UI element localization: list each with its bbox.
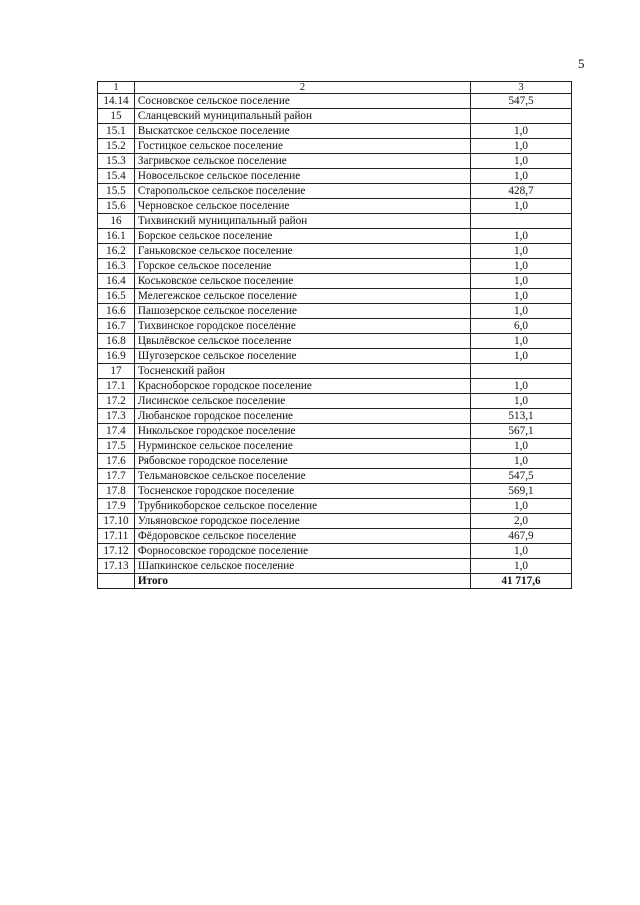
row-name: Пашозерское сельское поселение [134,304,470,319]
row-name: Рябовское городское поселение [134,454,470,469]
row-number: 17.5 [98,439,135,454]
row-name: Шугозерское сельское поселение [134,349,470,364]
row-name: Никольское городское поселение [134,424,470,439]
row-value: 428,7 [471,184,572,199]
row-number: 16.3 [98,259,135,274]
row-value: 1,0 [471,199,572,214]
row-value: 1,0 [471,289,572,304]
table-row [98,334,572,349]
row-value: 567,1 [471,424,572,439]
row-name: Тосненский район [134,364,470,379]
row-value: 547,5 [471,469,572,484]
row-name: Тельмановское сельское поселение [134,469,470,484]
row-number: 16.6 [98,304,135,319]
table-row [98,424,572,439]
table-row [98,379,572,394]
allocation-table [97,81,572,589]
table-row [98,439,572,454]
row-value: 1,0 [471,304,572,319]
row-number: 15.1 [98,124,135,139]
row-name: Выскатское сельское поселение [134,124,470,139]
row-name: Трубникоборское сельское поселение [134,499,470,514]
table-row [98,199,572,214]
row-name: Тихвинское городское поселение [134,319,470,334]
row-number: 17.13 [98,559,135,574]
table-row [98,469,572,484]
table-row [98,514,572,529]
row-value: 547,5 [471,94,572,109]
row-name: Сосновское сельское поселение [134,94,470,109]
table-row [98,154,572,169]
row-number: 17.3 [98,409,135,424]
row-name: Коськовское сельское поселение [134,274,470,289]
table-row [98,109,572,124]
row-number: 16.7 [98,319,135,334]
row-value: 1,0 [471,154,572,169]
row-name: Шапкинское сельское поселение [134,559,470,574]
row-name: Лисинское сельское поселение [134,394,470,409]
row-value: 1,0 [471,379,572,394]
row-value: 1,0 [471,244,572,259]
table-row [98,349,572,364]
table-body [98,82,572,589]
row-value: 1,0 [471,229,572,244]
table-header-row [98,82,572,94]
table-row [98,529,572,544]
row-number: 16.4 [98,274,135,289]
row-name: Тихвинский муниципальный район [134,214,470,229]
row-number: 17.10 [98,514,135,529]
table-row [98,319,572,334]
total-number [98,574,135,589]
table-row [98,364,572,379]
row-value: 513,1 [471,409,572,424]
row-value: 1,0 [471,274,572,289]
row-value: 1,0 [471,259,572,274]
row-name: Горское сельское поселение [134,259,470,274]
row-number: 15.2 [98,139,135,154]
table-row [98,244,572,259]
row-value: 1,0 [471,544,572,559]
row-number: 17.2 [98,394,135,409]
table-row [98,124,572,139]
row-value: 1,0 [471,559,572,574]
table-row [98,214,572,229]
row-number: 15.5 [98,184,135,199]
table-row [98,484,572,499]
table-row [98,139,572,154]
row-number: 17.4 [98,424,135,439]
row-number: 14.14 [98,94,135,109]
row-value [471,109,572,124]
table-row [98,394,572,409]
table-row [98,454,572,469]
row-name: Черновское сельское поселение [134,199,470,214]
row-value: 569,1 [471,484,572,499]
table-row [98,289,572,304]
row-name: Загривское сельское поселение [134,154,470,169]
row-name: Нурминское сельское поселение [134,439,470,454]
row-number: 17.1 [98,379,135,394]
row-name: Старопольское сельское поселение [134,184,470,199]
row-value: 1,0 [471,454,572,469]
row-name: Мелегежское сельское поселение [134,289,470,304]
row-number: 15.3 [98,154,135,169]
total-value: 41 717,6 [471,574,572,589]
row-name: Ганьковское сельское поселение [134,244,470,259]
row-number: 17.6 [98,454,135,469]
row-value: 6,0 [471,319,572,334]
row-name: Новосельское сельское поселение [134,169,470,184]
table-row [98,94,572,109]
row-name: Любанское городское поселение [134,409,470,424]
row-name: Тосненское городское поселение [134,484,470,499]
row-number: 15 [98,109,135,124]
row-value: 1,0 [471,394,572,409]
row-value: 1,0 [471,439,572,454]
table-row [98,304,572,319]
row-number: 17.11 [98,529,135,544]
row-name: Сланцевский муниципальный район [134,109,470,124]
row-value: 1,0 [471,499,572,514]
row-number: 16.9 [98,349,135,364]
table-row [98,259,572,274]
table-row [98,409,572,424]
row-value [471,214,572,229]
row-number: 16.2 [98,244,135,259]
row-name: Ульяновское городское поселение [134,514,470,529]
table-row [98,169,572,184]
table-row [98,499,572,514]
table-row [98,559,572,574]
row-number: 15.6 [98,199,135,214]
table-row [98,544,572,559]
table-row [98,229,572,244]
table-row [98,274,572,289]
header-col-1: 1 [98,82,135,94]
row-name: Форносовское городское поселение [134,544,470,559]
row-value: 1,0 [471,169,572,184]
row-value: 1,0 [471,349,572,364]
row-number: 17.8 [98,484,135,499]
page-number: 5 [578,56,585,71]
row-name: Красноборское городское поселение [134,379,470,394]
row-number: 16.8 [98,334,135,349]
row-value: 1,0 [471,124,572,139]
total-row [98,574,572,589]
row-value: 1,0 [471,139,572,154]
row-value [471,364,572,379]
row-value: 2,0 [471,514,572,529]
row-name: Фёдоровское сельское поселение [134,529,470,544]
row-name: Цвылёвское сельское поселение [134,334,470,349]
row-name: Гостицкое сельское поселение [134,139,470,154]
row-value: 467,9 [471,529,572,544]
row-number: 16.1 [98,229,135,244]
row-number: 17.12 [98,544,135,559]
table-row [98,184,572,199]
header-col-2: 2 [134,82,470,94]
row-name: Борское сельское поселение [134,229,470,244]
row-number: 16 [98,214,135,229]
row-value: 1,0 [471,334,572,349]
row-number: 17 [98,364,135,379]
total-label: Итого [134,574,470,589]
row-number: 17.9 [98,499,135,514]
row-number: 15.4 [98,169,135,184]
header-col-3: 3 [471,82,572,94]
row-number: 16.5 [98,289,135,304]
row-number: 17.7 [98,469,135,484]
